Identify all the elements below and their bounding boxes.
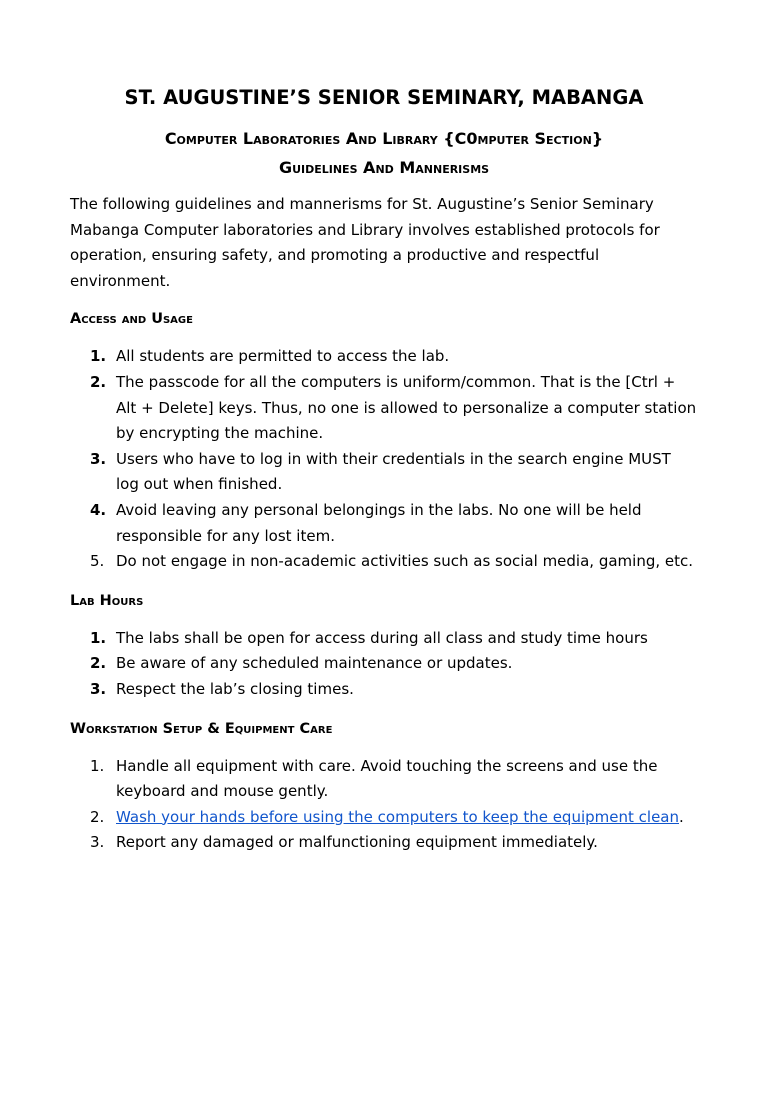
list-number: 1. <box>90 347 107 366</box>
lab-hours-list <box>70 626 698 703</box>
document-title: ST. AUGUSTINE’S SENIOR SEMINARY, MABANGA <box>124 86 644 109</box>
list-item <box>70 651 698 677</box>
list-item-text: Be aware of any scheduled maintenance or updates. <box>116 654 513 673</box>
list-item-text: The passcode for all the computers is uniform/common. That is the [Ctrl + Alt + Delete] keys. Thus, no one is allowed to personalize a computer station by encrypting the machine. <box>116 372 697 443</box>
intro-paragraph: The following guidelines and mannerisms for St. Augustine’s Senior Seminary Mabanga Computer laboratories and Library involves established protocols for operation, ensuring safety, and promoting a productive and respectful environment. <box>70 195 660 290</box>
list-number: 1. <box>90 628 107 647</box>
access-list <box>70 344 698 574</box>
list-item <box>70 447 698 498</box>
list-number: 4. <box>90 500 107 519</box>
section-heading-workstation: Workstation Setup & Equipment Care <box>70 720 333 737</box>
section-heading-lab-hours: Lab Hours <box>70 592 144 609</box>
wash-hands-link[interactable]: Wash your hands before using the computers to keep the equipment clean <box>116 807 679 826</box>
list-item-text: Do not engage in non-academic activities such as social media, gaming, etc. <box>116 552 694 571</box>
list-item-text: All students are permitted to access the lab. <box>116 347 450 366</box>
list-item-text: Handle all equipment with care. Avoid touching the screens and use the keyboard and mouse gently. <box>116 756 658 801</box>
list-item <box>70 549 698 575</box>
list-item-trail: . <box>679 807 684 826</box>
list-item-text: The labs shall be open for access during all class and study time hours <box>116 628 648 647</box>
list-item <box>70 830 698 856</box>
list-number: 2. <box>90 807 105 826</box>
list-number: 5. <box>90 552 105 571</box>
list-item <box>70 498 698 549</box>
list-number: 3. <box>90 449 107 468</box>
list-number: 3. <box>90 679 107 698</box>
list-item-text: Avoid leaving any personal belongings in the labs. No one will be held responsible for any lost item. <box>116 500 642 545</box>
list-number: 2. <box>90 372 107 391</box>
list-item <box>70 754 698 805</box>
list-item <box>70 677 698 703</box>
list-item <box>70 805 698 831</box>
workstation-list <box>70 754 698 856</box>
list-item <box>70 344 698 370</box>
document-page <box>0 84 768 1108</box>
subtitle-line-1: Computer Laboratories And Library {C0mputer Section} <box>164 129 604 148</box>
list-item-text: Report any damaged or malfunctioning equipment immediately. <box>116 833 598 852</box>
list-number: 2. <box>90 654 107 673</box>
list-item <box>70 370 698 447</box>
list-number: 1. <box>90 756 105 775</box>
list-number: 3. <box>90 833 105 852</box>
list-item <box>70 626 698 652</box>
subtitle-line-2: Guidelines And Mannerisms <box>278 158 490 177</box>
section-heading-access: Access and Usage <box>70 311 193 328</box>
list-item-text: Users who have to log in with their credentials in the search engine MUST log out when finished. <box>116 449 671 494</box>
list-item-text: Respect the lab’s closing times. <box>116 679 354 698</box>
